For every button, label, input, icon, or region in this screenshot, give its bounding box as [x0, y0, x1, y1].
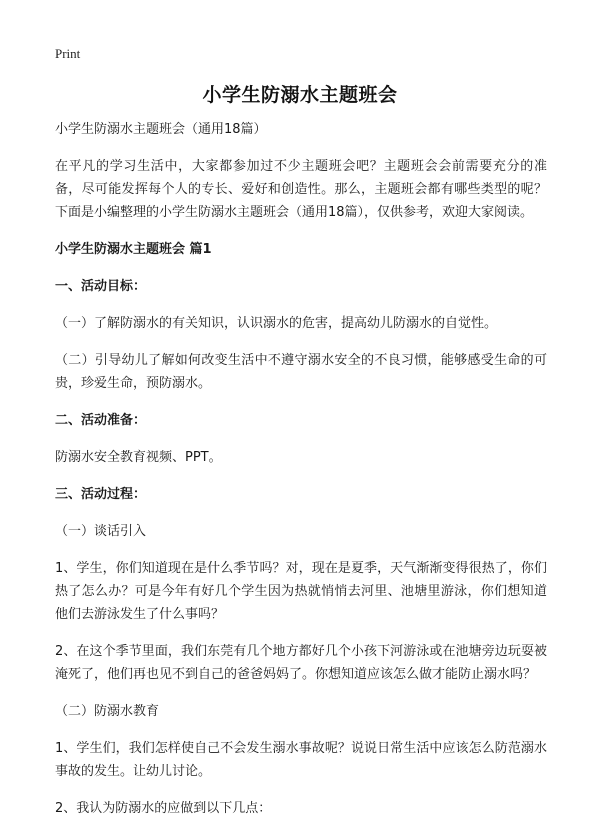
body-paragraph: 1、学生们，我们怎样使自己不会发生溺水事故呢？说说日常生活中应该怎么防范溺水事故的发生。让幼儿讨论。: [55, 741, 547, 779]
body-paragraph: （一）了解防溺水的有关知识，认识溺水的危害，提高幼儿防溺水的自觉性。: [55, 316, 498, 331]
section-heading: 二、活动准备：: [55, 413, 147, 428]
print-label: Print: [55, 46, 81, 61]
body-paragraph: 1、学生，你们知道现在是什么季节吗？对，现在是夏季，天气渐渐变得很热了，你们热了怎么办？可是今年有好几个学生因为热就悄悄去河里、池塘里游泳，你们想知道他们去游泳发生了什么事吗？: [55, 561, 547, 622]
body-paragraph: 2、在这个季节里面，我们东莞有几个地方都好几个小孩下河游泳或在池塘旁边玩耍被淹死了，他们再也见不到自己的爸爸妈妈了。你想知道应该怎么做才能防止溺水吗？: [55, 644, 547, 682]
section-heading: 小学生防溺水主题班会 篇1: [55, 242, 212, 257]
body-paragraph: （一）谈话引入: [55, 524, 147, 539]
intro-paragraph: 在平凡的学习生活中，大家都参加过不少主题班会吧？主题班会会前需要充分的准备，尽可能发挥每个人的专长、爱好和创造性。那么，主题班会都有哪些类型的呢？下面是小编整理的小学生防溺水主题班会（通用18篇），仅供参考，欢迎大家阅读。: [55, 159, 547, 220]
section-heading: 三、活动过程：: [55, 487, 147, 502]
body-paragraph: （二）引导幼儿了解如何改变生活中不遵守溺水安全的不良习惯，能够感受生命的可贵，珍爱生命，预防溺水。: [55, 353, 547, 391]
body-paragraph: 2、我认为防溺水的应做到以下几点：: [55, 801, 272, 816]
body-paragraph: 防溺水安全教育视频、PPT。: [55, 450, 222, 465]
subtitle: 小学生防溺水主题班会（通用18篇）: [55, 122, 267, 137]
section-heading: 一、活动目标：: [55, 279, 147, 294]
document-body: [55, 118, 547, 834]
body-paragraph: （二）防溺水教育: [55, 704, 160, 719]
page-title: 小学生防溺水主题班会: [202, 84, 398, 106]
